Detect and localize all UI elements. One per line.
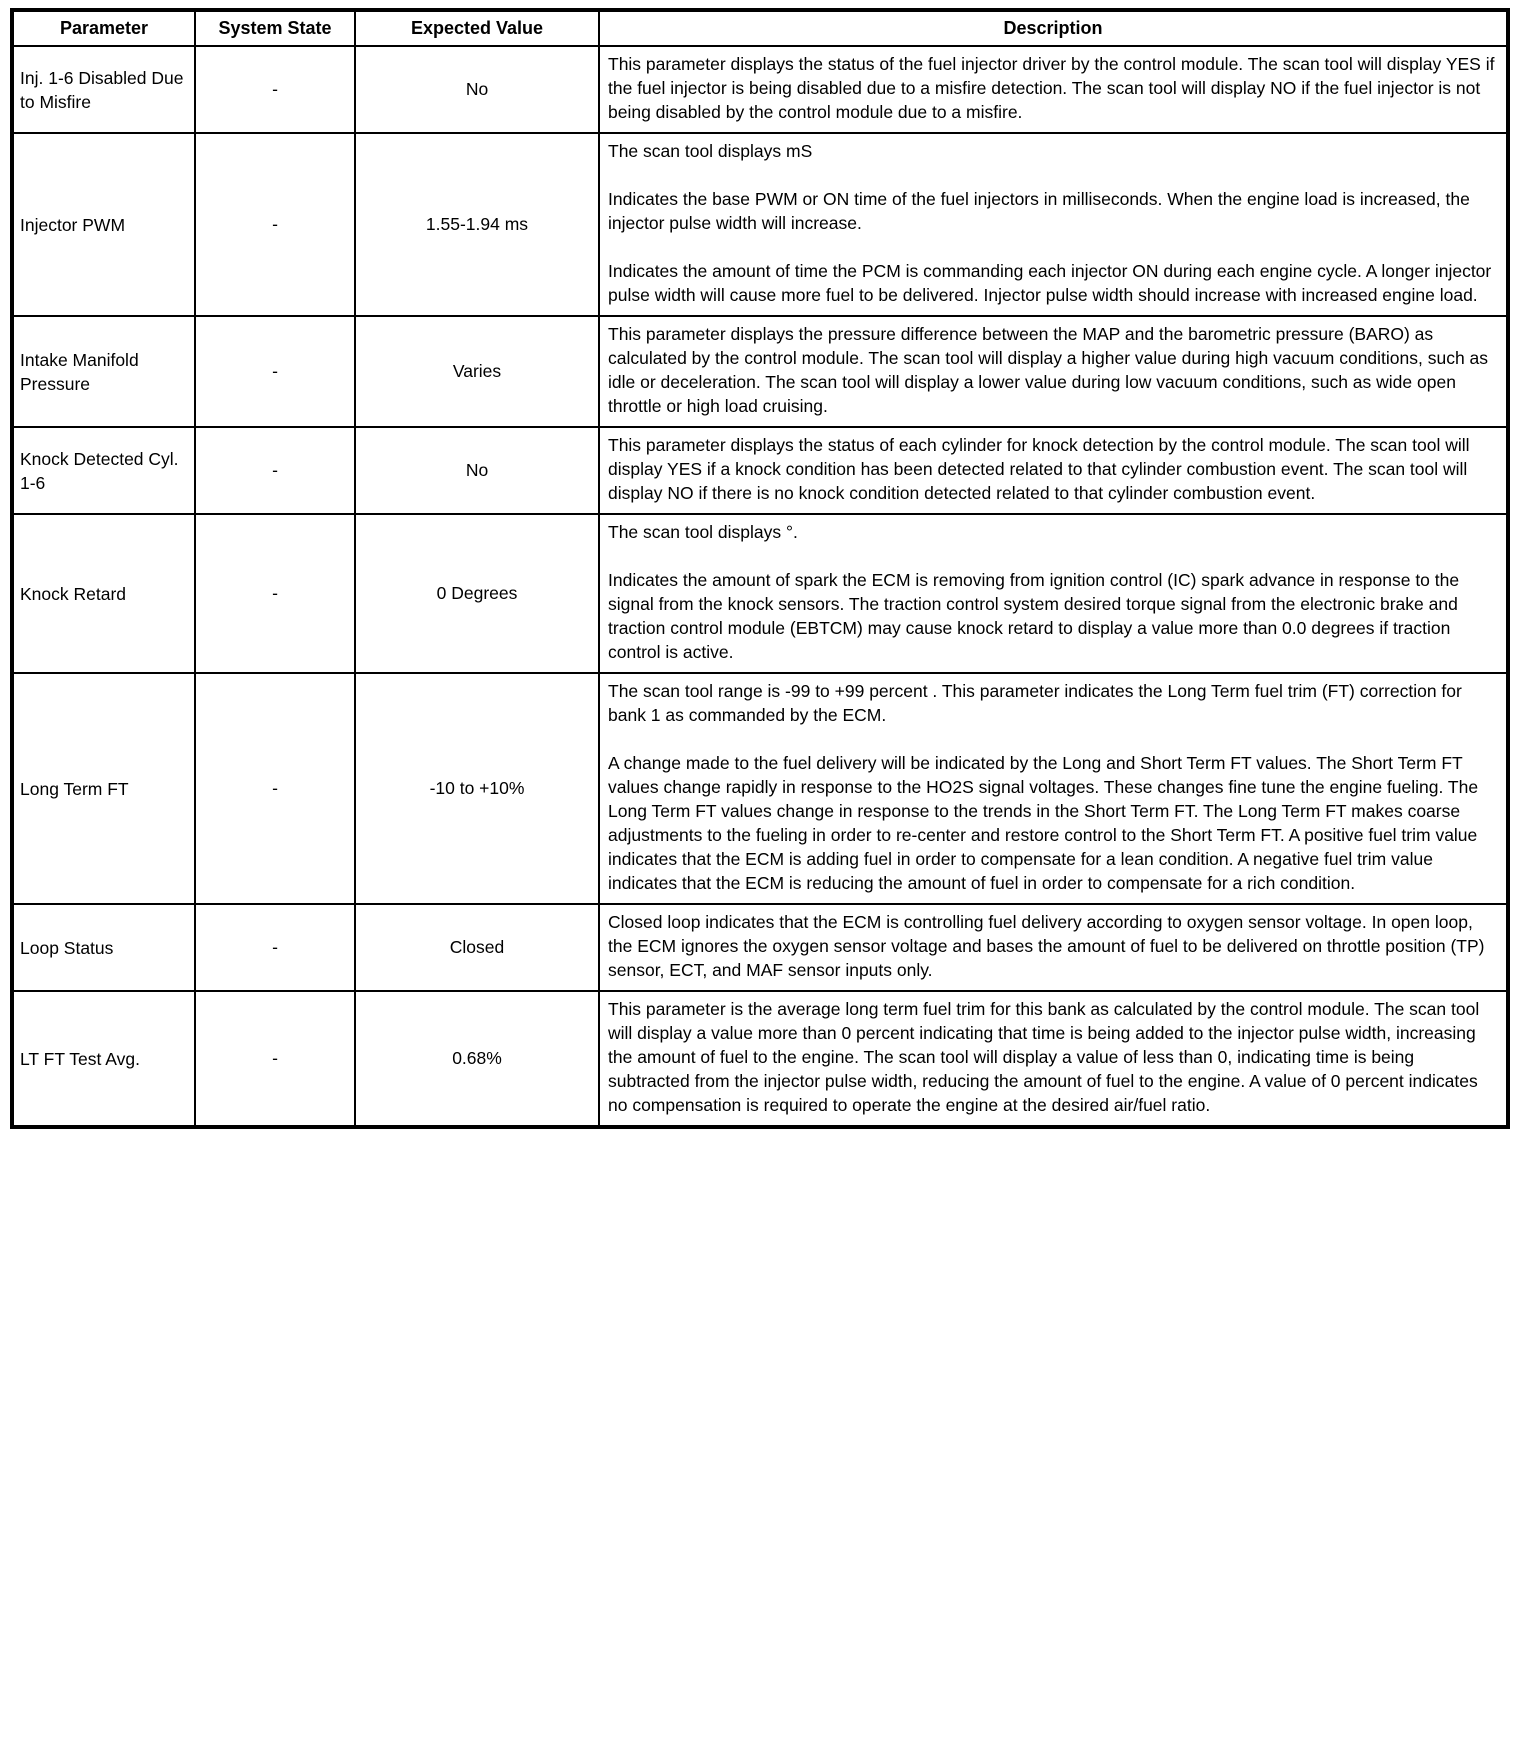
description-paragraph: The scan tool displays mS: [608, 141, 813, 161]
parameter-cell: Loop Status: [12, 904, 195, 991]
parameter-cell: LT FT Test Avg.: [12, 991, 195, 1127]
system-state-cell: -: [195, 427, 355, 514]
description-paragraph: This parameter displays the pressure difference between the MAP and the barometric pressure (BARO) as calculated by the control module. The scan tool will display a higher value during high vacuum conditions, such as idle or deceleration. The scan tool will display a lower value during low vacuum conditions, such as wide open throttle or high load cruising.: [608, 324, 1489, 416]
description-paragraph: A change made to the fuel delivery will be indicated by the Long and Short Term FT values. The Short Term FT values change rapidly in response to the HO2S signal voltages. These changes fine tune the engine fueling. The Long Term FT values change in response to the trends in the Short Term FT. The Long Term FT makes coarse adjustments to the fueling in order to re-center and restore control to the Short Term FT. A positive fuel trim value indicates that the ECM is adding fuel in order to compensate for a lean condition. A negative fuel trim value indicates that the ECM is reducing the amount of fuel in order to compensate for a rich condition.: [608, 753, 1479, 893]
system-state-cell: -: [195, 514, 355, 673]
header-description: Description: [599, 10, 1508, 46]
table-row: [12, 673, 1508, 904]
description-paragraph: Indicates the amount of spark the ECM is removing from ignition control (IC) spark advance in response to the signal from the knock sensors. The traction control system desired torque signal from the electronic brake and traction control module (EBTCM) may cause knock retard to display a value more than 0.0 degrees if traction control is active.: [608, 570, 1460, 662]
system-state-cell: -: [195, 133, 355, 316]
system-state-cell: -: [195, 316, 355, 427]
description-paragraph: The scan tool displays °.: [608, 522, 798, 542]
table-row: [12, 991, 1508, 1127]
header-parameter: Parameter: [12, 10, 195, 46]
table-row: [12, 427, 1508, 514]
table-row: [12, 133, 1508, 316]
expected-value-cell: 1.55-1.94 ms: [355, 133, 599, 316]
description-paragraph: Indicates the amount of time the PCM is commanding each injector ON during each engine cycle. A longer injector pulse width will cause more fuel to be delivered. Injector pulse width should increase with increased engine load.: [608, 261, 1492, 305]
expected-value-cell: No: [355, 46, 599, 133]
expected-value-cell: Varies: [355, 316, 599, 427]
table-row: [12, 514, 1508, 673]
parameters-table: [10, 8, 1510, 1129]
description-cell: [599, 133, 1508, 316]
parameter-cell: Intake Manifold Pressure: [12, 316, 195, 427]
parameter-cell: Knock Detected Cyl. 1-6: [12, 427, 195, 514]
system-state-cell: -: [195, 991, 355, 1127]
description-cell: [599, 514, 1508, 673]
description-paragraph: This parameter is the average long term fuel trim for this bank as calculated by the control module. The scan tool will display a value more than 0 percent indicating that time is being added to the injector pulse width, increasing the amount of fuel to the engine. The scan tool will display a value of less than 0, indicating time is being subtracted from the injector pulse width, reducing the amount of fuel to the engine. A value of 0 percent indicates no compensation is required to operate the engine at the desired air/fuel ratio.: [608, 999, 1480, 1115]
system-state-cell: -: [195, 673, 355, 904]
description-paragraph: Closed loop indicates that the ECM is controlling fuel delivery according to oxygen sensor voltage. In open loop, the ECM ignores the oxygen sensor voltage and bases the amount of fuel to be delivered on throttle position (TP) sensor, ECT, and MAF sensor inputs only.: [608, 912, 1485, 980]
description-cell: [599, 46, 1508, 133]
parameter-cell: Long Term FT: [12, 673, 195, 904]
description-cell: [599, 673, 1508, 904]
expected-value-cell: No: [355, 427, 599, 514]
description-cell: [599, 316, 1508, 427]
system-state-cell: -: [195, 904, 355, 991]
expected-value-cell: -10 to +10%: [355, 673, 599, 904]
parameter-cell: Injector PWM: [12, 133, 195, 316]
description-paragraph: The scan tool range is -99 to +99 percent . This parameter indicates the Long Term fuel trim (FT) correction for bank 1 as commanded by the ECM.: [608, 681, 1462, 725]
header-expected-value: Expected Value: [355, 10, 599, 46]
description-paragraph: Indicates the base PWM or ON time of the fuel injectors in milliseconds. When the engine load is increased, the injector pulse width will increase.: [608, 189, 1470, 233]
expected-value-cell: 0.68%: [355, 991, 599, 1127]
table-row: [12, 904, 1508, 991]
expected-value-cell: Closed: [355, 904, 599, 991]
table-row: [12, 316, 1508, 427]
system-state-cell: -: [195, 46, 355, 133]
table-row: [12, 46, 1508, 133]
description-cell: [599, 427, 1508, 514]
description-cell: [599, 991, 1508, 1127]
table-header-row: [12, 10, 1508, 46]
description-paragraph: This parameter displays the status of the fuel injector driver by the control module. The scan tool will display YES if the fuel injector is being disabled due to a misfire detection. The scan tool will display NO if the fuel injector is not being disabled by the control module due to a misfire.: [608, 54, 1495, 122]
description-cell: [599, 904, 1508, 991]
parameter-cell: Knock Retard: [12, 514, 195, 673]
parameter-cell: Inj. 1-6 Disabled Due to Misfire: [12, 46, 195, 133]
expected-value-cell: 0 Degrees: [355, 514, 599, 673]
header-system-state: System State: [195, 10, 355, 46]
description-paragraph: This parameter displays the status of each cylinder for knock detection by the control module. The scan tool will display YES if a knock condition has been detected related to that cylinder combustion event. The scan tool will display NO if there is no knock condition detected related to that cylinder combustion event.: [608, 435, 1470, 503]
